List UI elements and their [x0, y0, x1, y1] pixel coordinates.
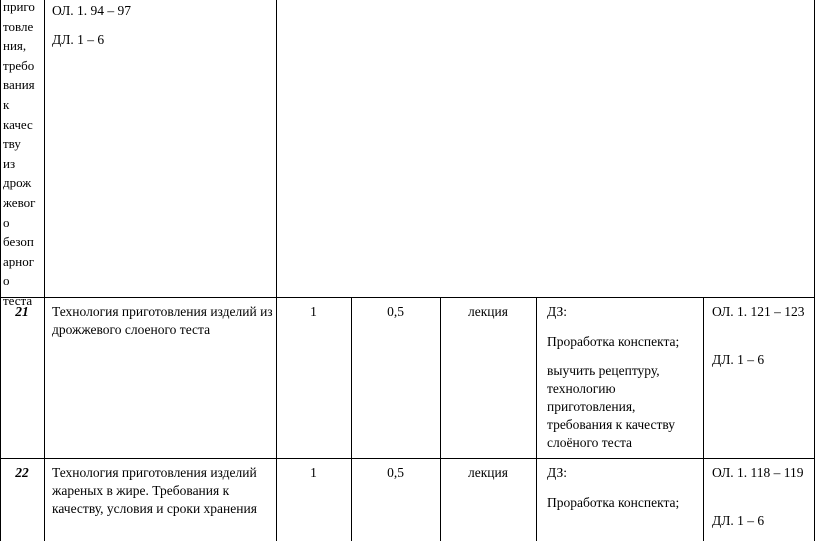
row-21-literature-extra: ДЛ. 1 – 6	[712, 352, 765, 367]
row-22-homework-item: Проработка конспекта;	[547, 495, 680, 510]
row-22-hours2: 0,5	[387, 465, 404, 480]
row-21-hours2: 0,5	[387, 304, 404, 319]
border-hours-right	[351, 297, 352, 541]
border-left-outer	[0, 0, 1, 541]
fragment-literature-main: ОЛ. 1. 94 – 97	[52, 3, 131, 18]
row-22-homework-label: ДЗ:	[547, 465, 568, 480]
border-topic-left	[44, 0, 45, 541]
border-hours2-right	[440, 297, 441, 541]
border-top-literature-right	[276, 0, 277, 297]
border-row-21-top	[0, 297, 815, 298]
border-homework-right	[703, 297, 704, 541]
row-21-homework-task: выучить рецептуру, технологию приготовления, требования к качеству слоёного теста	[547, 363, 676, 450]
row-21-homework-item: Проработка конспекта;	[547, 334, 680, 349]
border-form-right	[536, 297, 537, 541]
fragment-literature-extra: ДЛ. 1 – 6	[52, 32, 105, 47]
border-right-outer	[814, 0, 815, 541]
row-21-form: лекция	[468, 304, 508, 319]
fragment-topic-text: приго товле ния, требо вания к качес тву из дрож жевог о безоп арног о теста	[3, 0, 36, 308]
row-22-literature-main: ОЛ. 1. 118 – 119	[712, 465, 804, 480]
row-22-form: лекция	[468, 465, 508, 480]
border-row-22-top	[0, 458, 815, 459]
row-22-hours: 1	[310, 465, 317, 480]
border-topic-right	[276, 297, 277, 541]
row-21-topic: Технология приготовления изделий из дрожжевого слоеного теста	[52, 304, 273, 337]
row-21-homework-label: ДЗ:	[547, 304, 568, 319]
row-21-number: 21	[15, 304, 29, 319]
row-21-hours: 1	[310, 304, 317, 319]
row-22-literature-extra: ДЛ. 1 – 6	[712, 513, 765, 528]
row-22-topic: Технология приготовления изделий жареных в жире. Требования к качеству, условия и сроки хранения	[52, 465, 257, 516]
row-21-literature-main: ОЛ. 1. 121 – 123	[712, 304, 805, 319]
row-22-number: 22	[15, 465, 29, 480]
